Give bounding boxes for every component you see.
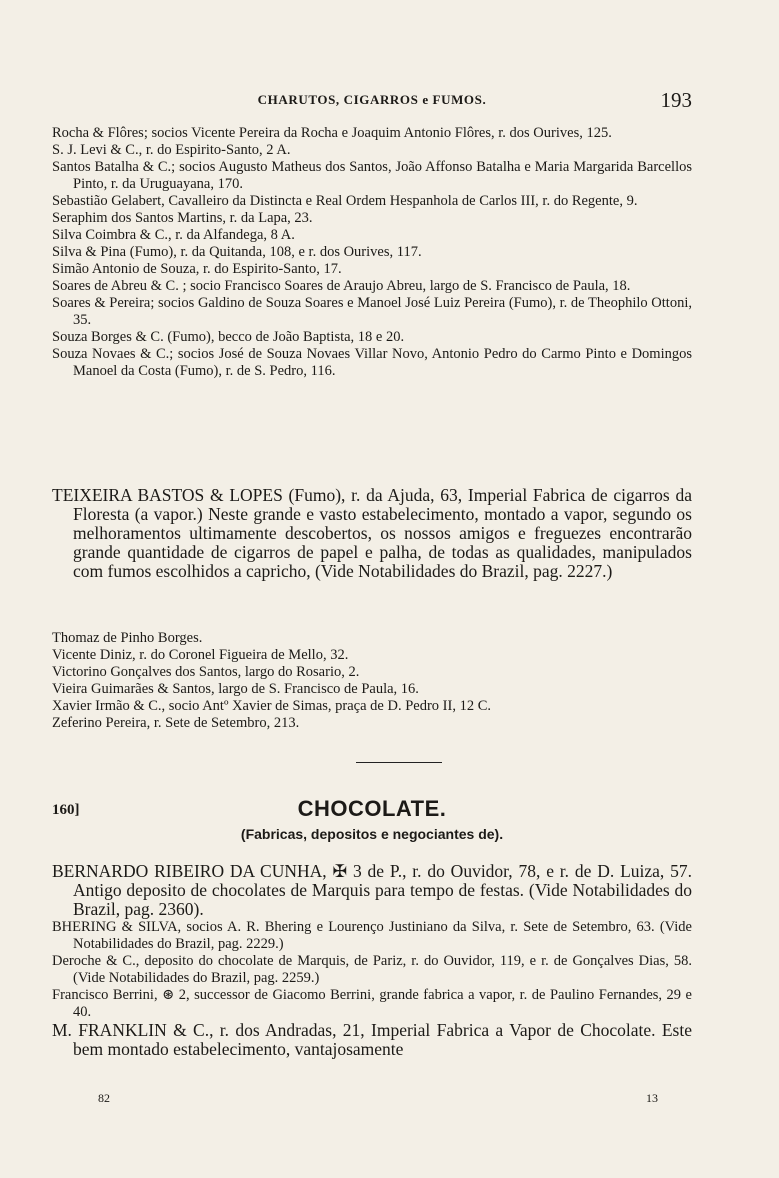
advertisement-entry: BERNARDO RIBEIRO DA CUNHA, ✠ 3 de P., r. do Ouvidor, 78, e r. de D. Luiza, 57. Antigo deposito de chocolates de Marquis para tempo de festas. (Vide Notabilidades do Brazil, pag. 2360).	[52, 861, 692, 919]
advertisement-entry: M. FRANKLIN & C., r. dos Andradas, 21, Imperial Fabrica a Vapor de Chocolate. Este bem montado estabelecimento, vantajosamente	[52, 1020, 692, 1059]
directory-entry: Souza Novaes & C.; socios José de Souza Novaes Villar Novo, Antonio Pedro do Carmo Pinto e Domingos Manoel da Costa (Fumo), r. de S. Pedro, 116.	[52, 346, 692, 379]
featured-entry-teixeira	[52, 486, 692, 581]
directory-entry: Seraphim dos Santos Martins, r. da Lapa, 23.	[52, 210, 313, 226]
directory-entry: Deroche & C., deposito do chocolate de Marquis, de Pariz, r. do Ouvidor, 119, e r. de Gonçalves Dias, 58. (Vide Notabilidades do Brazil, pag. 2259.)	[52, 953, 692, 986]
directory-entry: Soares de Abreu & C. ; socio Francisco Soares de Araujo Abreu, largo de S. Francisco de Paula, 18.	[52, 278, 631, 294]
directory-entry: Silva & Pina (Fumo), r. da Quitanda, 108, e r. dos Ourives, 117.	[52, 244, 422, 260]
directory-entry: Vicente Diniz, r. do Coronel Figueira de Mello, 32.	[52, 647, 349, 663]
directory-entry: Santos Batalha & C.; socios Augusto Matheus dos Santos, João Affonso Batalha e Maria Margarida Barcellos Pinto, r. da Uruguayana, 170.	[52, 159, 692, 192]
signature-mark-left: 82	[98, 1091, 110, 1105]
directory-entry: Francisco Berrini, ⊛ 2, successor de Giacomo Berrini, grande fabrica a vapor, r. de Paulino Fernandes, 29 e 40.	[52, 987, 692, 1020]
running-title: CHARUTOS, CIGARROS e FUMOS.	[257, 92, 487, 107]
directory-list-chocolate	[52, 862, 692, 1059]
directory-entry: Soares & Pereira; socios Galdino de Souza Soares e Manoel José Luiz Pereira (Fumo), r. de Theophilo Ottoni, 35.	[52, 295, 692, 328]
page-footer	[98, 1091, 658, 1111]
directory-entry: Silva Coimbra & C., r. da Alfandega, 8 A.	[52, 227, 295, 243]
section-divider	[356, 762, 442, 763]
section-subtitle: (Fabricas, depositos e negociantes de).	[240, 826, 504, 842]
signature-mark-right: 13	[646, 1091, 658, 1105]
directory-entry: Rocha & Flôres; socios Vicente Pereira da Rocha e Joaquim Antonio Flôres, r. dos Ourives, 125.	[52, 125, 612, 141]
directory-entry: Vieira Guimarães & Santos, largo de S. Francisco de Paula, 16.	[52, 681, 419, 697]
section-title: CHOCOLATE.	[297, 796, 447, 821]
directory-entry: S. J. Levi & C., r. do Espirito-Santo, 2 A.	[52, 142, 291, 158]
section-header	[52, 796, 692, 824]
directory-entry: Xavier Irmão & C., socio Antº Xavier de Simas, praça de D. Pedro II, 12 C.	[52, 698, 491, 714]
directory-entry: Zeferino Pereira, r. Sete de Setembro, 213.	[52, 715, 300, 731]
section-number: 160]	[52, 802, 80, 818]
advertisement-entry: TEIXEIRA BASTOS & LOPES (Fumo), r. da Ajuda, 63, Imperial Fabrica de cigarros da Floresta (a vapor.) Neste grande e vasto estabelecimento, montado a vapor, segundo os melhoramentos ultimamente descobertos, os nossos amigos e freguezes encontrarão grande quantidade de cigarros de papel e palha, de todas as qualidades, manipulados com fumos escolhidos a capricho, (Vide Notabilidades do Brazil, pag. 2227.)	[52, 485, 692, 581]
directory-entry: Simão Antonio de Souza, r. do Espirito-Santo, 17.	[52, 261, 342, 277]
directory-entry: Victorino Gonçalves dos Santos, largo do Rosario, 2.	[52, 664, 360, 680]
directory-list-mid	[52, 630, 692, 732]
page-number: 193	[660, 88, 692, 112]
directory-list-top	[52, 125, 692, 380]
directory-entry: Sebastião Gelabert, Cavalleiro da Distincta e Real Ordem Hespanhola de Carlos III, r. do Regente, 9.	[52, 193, 638, 209]
directory-entry: Souza Borges & C. (Fumo), becco de João Baptista, 18 e 20.	[52, 329, 405, 345]
page-header	[52, 90, 692, 118]
directory-entry: BHERING & SILVA, socios A. R. Bhering e Lourenço Justiniano da Silva, r. Sete de Setembro, 63. (Vide Notabilidades do Brazil, pag. 2229.)	[52, 919, 692, 952]
directory-entry: Thomaz de Pinho Borges.	[52, 630, 203, 646]
